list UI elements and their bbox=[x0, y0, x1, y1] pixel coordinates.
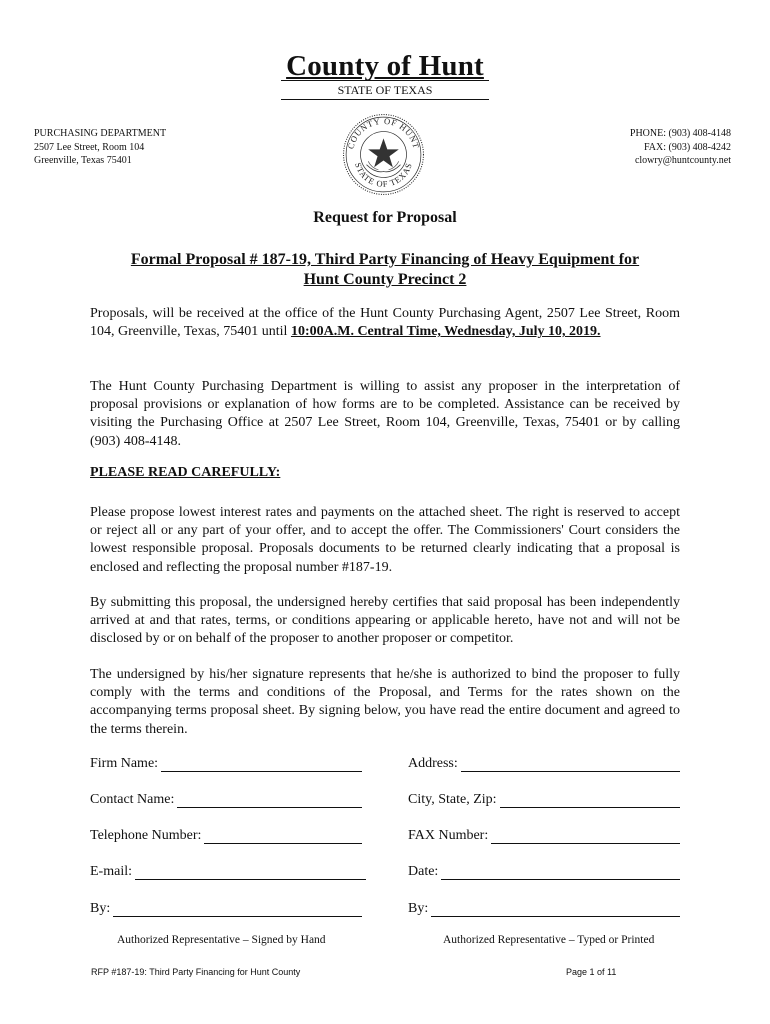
footer-document-id: RFP #187-19: Third Party Financing for Hunt County bbox=[91, 967, 301, 977]
terms-paragraph: Please propose lowest interest rates and payments on the attached sheet. The right is reserved to accept or reject all or any part of your offer, and to accept the offer. The Commissioners' Court considers the lowest responsible proposal. Proposals documents to be returned clearly indicating that a proposal is enclosed and reflecting the proposal number #187-19. bbox=[90, 505, 680, 575]
telephone-line[interactable] bbox=[204, 829, 362, 844]
read-carefully-heading: PLEASE READ CAREFULLY: bbox=[90, 465, 281, 480]
printed-by-label: By: bbox=[408, 901, 429, 916]
signature-field[interactable] bbox=[90, 901, 362, 917]
date-field[interactable] bbox=[408, 864, 680, 880]
firm-name-line[interactable] bbox=[161, 757, 362, 772]
deadline-intro: Proposals, will be received at the office of the Hunt County Purchasing Agent, 2507 Lee Street, Room 104, Greenville, Texas, 75401 until bbox=[90, 306, 680, 340]
firm-name-field[interactable] bbox=[90, 756, 362, 772]
date-label: Date: bbox=[408, 864, 439, 879]
state-line: STATE OF TEXAS bbox=[337, 83, 433, 97]
proposal-title-line-1: Formal Proposal # 187-19, Third Party Financing of Heavy Equipment for bbox=[130, 251, 640, 268]
email-address: clowry@huntcounty.net bbox=[634, 155, 731, 166]
signature-line[interactable] bbox=[113, 902, 362, 917]
fax-field[interactable] bbox=[408, 828, 680, 844]
contact-name-label: Contact Name: bbox=[90, 792, 175, 807]
svg-text:STATE OF TEXAS bbox=[353, 161, 414, 189]
date-line[interactable] bbox=[441, 865, 680, 880]
fax-line[interactable] bbox=[491, 829, 680, 844]
proposal-title bbox=[90, 250, 680, 290]
title-rule-top bbox=[281, 80, 489, 81]
email-label: E-mail: bbox=[90, 864, 132, 879]
phone-number: PHONE: (903) 408-4148 bbox=[629, 128, 731, 139]
dept-name: PURCHASING DEPARTMENT bbox=[34, 128, 167, 139]
certification-paragraph: By submitting this proposal, the undersigned hereby certifies that said proposal has been independently arrived at and that rates, terms, or conditions appearing or applicable hereto, have not and will not be disclosed by or on behalf of the proposer to another proposer or competitor. bbox=[90, 595, 680, 647]
address-line[interactable] bbox=[461, 757, 680, 772]
firm-name-label: Firm Name: bbox=[90, 756, 159, 771]
signature-authority-paragraph: The undersigned by his/her signature represents that he/she is authorized to bind the proposer to fully comply with the terms and conditions of the Proposal, and Terms for the rates shown on the accompanying terms proposal sheet. By signing below, you have read the entire document and agreed to the terms therein. bbox=[90, 667, 680, 737]
email-field[interactable] bbox=[90, 864, 366, 880]
printed-name-field[interactable] bbox=[408, 901, 680, 917]
fax-number: FAX: (903) 408-4242 bbox=[643, 141, 731, 153]
footer-page-number: Page 1 of 11 bbox=[566, 967, 617, 977]
dept-street: 2507 Lee Street, Room 104 bbox=[34, 141, 145, 153]
title-rule-bottom bbox=[281, 99, 489, 100]
contact-name-line[interactable] bbox=[177, 793, 362, 808]
fax-label: FAX Number: bbox=[408, 828, 489, 843]
printed-name-line[interactable] bbox=[431, 902, 680, 917]
seal-top-text: COUNTY OF HUNT bbox=[345, 115, 422, 150]
purchasing-address-block bbox=[34, 127, 166, 168]
contact-name-field[interactable] bbox=[90, 792, 362, 808]
email-line[interactable] bbox=[135, 865, 366, 880]
telephone-field[interactable] bbox=[90, 828, 362, 844]
assistance-paragraph: The Hunt County Purchasing Department is willing to assist any proposer in the interpretation of proposal provisions or explanation of how forms are to be completed. Assistance can be received by visiting the Purchasing Office at 2507 Lee Street, Room 104, Greenville, Texas, 75401 or by calling (903) 408-4148. bbox=[90, 379, 680, 449]
address-field[interactable] bbox=[408, 756, 680, 772]
signature-by-label: By: bbox=[90, 901, 111, 916]
contact-block bbox=[630, 127, 731, 168]
dept-city: Greenville, Texas 75401 bbox=[34, 155, 132, 166]
signature-caption: Authorized Representative – Signed by Hand bbox=[117, 934, 326, 946]
county-title: County of Hunt bbox=[286, 50, 484, 82]
city-state-zip-field[interactable] bbox=[408, 792, 680, 808]
seal-bottom-text: STATE OF TEXAS bbox=[353, 161, 414, 189]
county-seal-icon bbox=[341, 112, 426, 197]
city-state-zip-label: City, State, Zip: bbox=[408, 792, 497, 807]
proposal-title-line-2: Hunt County Precinct 2 bbox=[303, 271, 467, 288]
address-label: Address: bbox=[408, 756, 458, 771]
deadline-date: 10:00A.M. Central Time, Wednesday, July 10, 2019. bbox=[290, 324, 601, 340]
rfp-heading: Request for Proposal bbox=[313, 209, 457, 226]
printed-name-caption: Authorized Representative – Typed or Printed bbox=[443, 934, 655, 946]
deadline-paragraph bbox=[90, 305, 680, 341]
city-state-zip-line[interactable] bbox=[500, 793, 680, 808]
telephone-label: Telephone Number: bbox=[90, 828, 202, 843]
